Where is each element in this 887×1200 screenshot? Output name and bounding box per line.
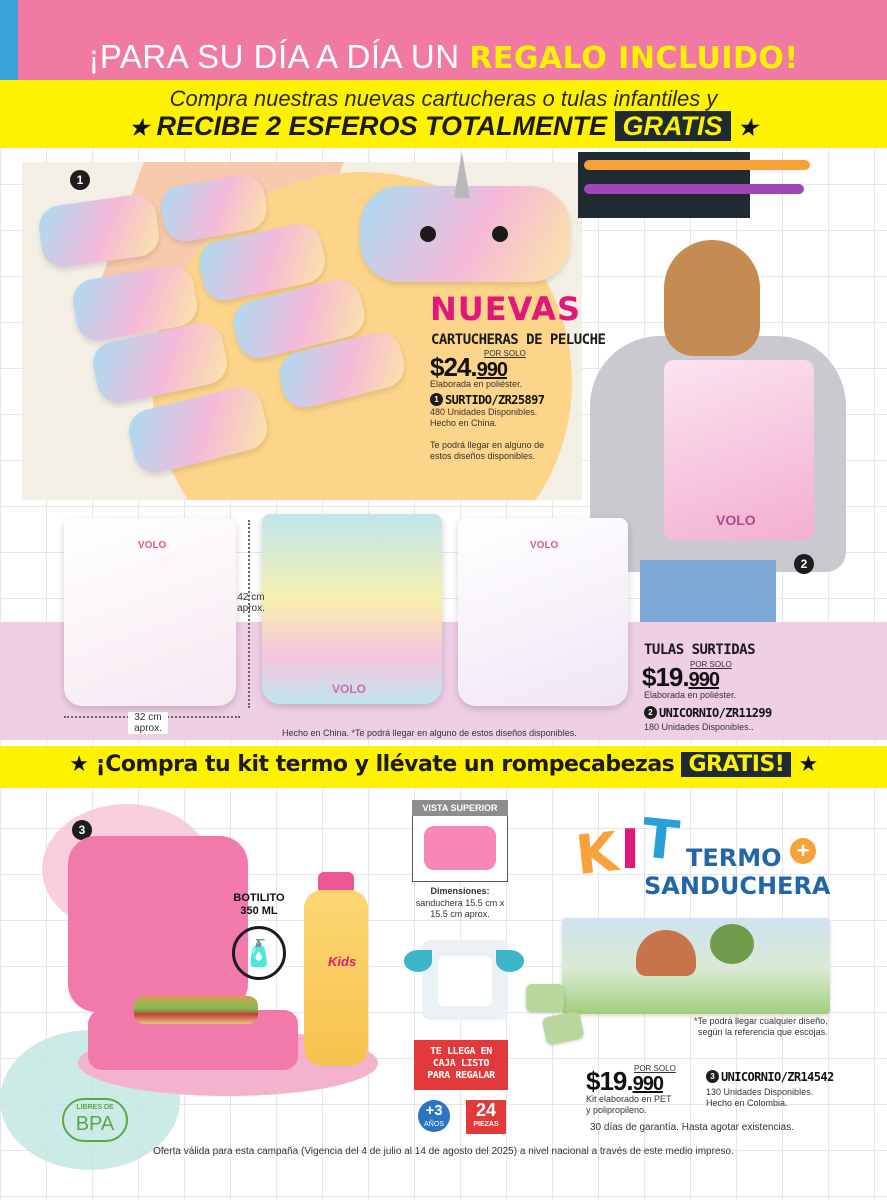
puzzle-tree: [710, 924, 754, 964]
ref-number-badge: 1: [430, 393, 443, 406]
product-material: Kit elaborado en PET: [586, 1094, 672, 1104]
pieces-badge: 24 PIEZAS: [466, 1100, 506, 1134]
dimensions-value: sanduchera 15.5 cm x: [415, 898, 505, 908]
product-number-badge: 1: [70, 170, 90, 190]
puzzle-box-face: [438, 956, 492, 1006]
price-label: POR SOLO: [634, 1064, 676, 1073]
product-units: 180 Unidades Disponibles..: [644, 722, 754, 732]
puzzle-note: *Te podrá llegar cualquier diseño,: [694, 1016, 828, 1026]
kit-letter: K: [572, 819, 622, 888]
gift-box-tag: TE LLEGA EN CAJA LISTO PARA REGALAR: [414, 1040, 508, 1090]
dimensions-label: Dimensiones:: [430, 886, 490, 896]
product-ref: SURTIDO/ZR25897: [445, 392, 545, 407]
kit-letter: I: [620, 818, 641, 881]
promo-banner-text: ★ ¡Compra tu kit termo y llévate un rompecabezas GRATIS! ★: [69, 752, 818, 777]
product-origin: Hecho en China.: [430, 418, 498, 428]
subtitle-highlight: GRATIS: [615, 111, 731, 141]
kit-sanduchera: SANDUCHERA: [644, 872, 831, 900]
product-ref-row: [644, 704, 772, 722]
product-price: $19.990: [586, 1066, 663, 1096]
page-title-highlight: REGALO INCLUIDO!: [469, 41, 799, 76]
puzzle-image: [562, 918, 830, 1014]
price-label: POR SOLO: [484, 349, 526, 358]
bpa-free-badge: LIBRES DE BPA: [62, 1098, 128, 1142]
bag-brand: VOLO: [138, 540, 167, 551]
puzzle-piece: [542, 1010, 585, 1045]
subtitle-line1: Compra nuestras nuevas cartucheras o tulas infantiles y: [169, 86, 718, 111]
product-price: $19.990: [642, 662, 719, 692]
wing-right: [496, 950, 524, 972]
height-measure: 42 cm aprox.: [237, 592, 265, 614]
product-price: $24.990: [430, 352, 507, 382]
guarantee-note: 30 días de garantía. Hasta agotar existencias.: [590, 1122, 795, 1133]
product-units: 130 Unidades Disponibles.: [706, 1087, 814, 1097]
product-material: y polipropileno.: [586, 1105, 647, 1115]
age-badge: +3 AÑOS: [418, 1100, 450, 1132]
plus-icon: +: [790, 838, 816, 864]
bottle-label: BOTILITO 350 ML: [233, 892, 285, 917]
water-bottle: [304, 890, 368, 1066]
height-measure-line: [248, 520, 250, 708]
ref-number-badge: 3: [706, 1070, 719, 1083]
lunchbox-top-view: [424, 826, 496, 870]
legal-footer: Oferta válida para esta campaña (Vigencia del 4 de julio al 14 de agosto del 2025) a nivel nacional a través de este medio impreso.: [153, 1146, 734, 1157]
pen-orange: [584, 160, 810, 170]
dimensions-value: 15.5 cm aprox.: [430, 909, 490, 919]
tulas-note: Hecho en China. *Te podrá llegar en alguno de estos diseños disponibles.: [282, 728, 577, 738]
product-number-badge: 3: [72, 820, 92, 840]
product-ref: UNICORNIO/ZR14542: [721, 1069, 834, 1084]
product-name: CARTUCHERAS DE PELUCHE: [431, 332, 606, 348]
star-icon: ★: [798, 752, 818, 777]
pen-purple: [584, 184, 804, 194]
product-material: Elaborada en poliéster.: [430, 379, 523, 389]
star-icon: ★: [69, 752, 89, 777]
wing-left: [404, 950, 432, 972]
sandwich: [134, 996, 258, 1024]
product-name: TULAS SURTIDAS: [644, 642, 756, 658]
product-number-badge: 2: [794, 554, 814, 574]
price-label: POR SOLO: [690, 660, 732, 669]
bottle-icon: 🧴: [232, 926, 286, 980]
kit-letter: T: [638, 806, 683, 873]
pouch-eye: [420, 226, 436, 242]
width-measure: 32 cm aprox.: [128, 712, 168, 734]
bottle-brand: Kids: [328, 954, 357, 969]
promo-highlight: GRATIS!: [681, 752, 791, 777]
girl-hair: [664, 240, 760, 356]
star-icon: ★: [129, 115, 149, 140]
bag-brand: VOLO: [716, 512, 756, 528]
puzzle-piece: [526, 984, 564, 1012]
top-view-title: VISTA SUPERIOR: [412, 800, 508, 816]
product-note: Te podrá llegar en alguno de: [430, 440, 545, 450]
product-headline: NUEVAS: [430, 290, 582, 328]
product-ref: UNICORNIO/ZR11299: [659, 705, 772, 720]
drawstring-bag: [262, 514, 442, 704]
product-ref-row: [706, 1068, 834, 1086]
page-title: ¡PARA SU DÍA A DÍA UN REGALO INCLUIDO!: [88, 38, 799, 76]
pouch-eye: [492, 226, 508, 242]
subtitle-line2: ★ RECIBE 2 ESFEROS TOTALMENTE GRATIS ★: [129, 111, 758, 141]
product-note: estos diseños disponibles.: [430, 451, 536, 461]
bag-brand: VOLO: [530, 540, 559, 551]
lunchbox-lid: [68, 836, 248, 1012]
puzzle-note: según la referencia que escojas.: [698, 1027, 828, 1037]
bag-brand: VOLO: [332, 682, 367, 696]
product-units: 480 Unidades Disponibles.: [430, 407, 538, 417]
featured-pouch: [360, 186, 570, 282]
kit-termo: TERMO: [686, 844, 782, 872]
ref-number-badge: 2: [644, 706, 657, 719]
product-origin: Hecho en Colombia.: [706, 1098, 788, 1108]
product-material: Elaborada en poliéster.: [644, 690, 737, 700]
star-icon: ★: [738, 115, 758, 140]
